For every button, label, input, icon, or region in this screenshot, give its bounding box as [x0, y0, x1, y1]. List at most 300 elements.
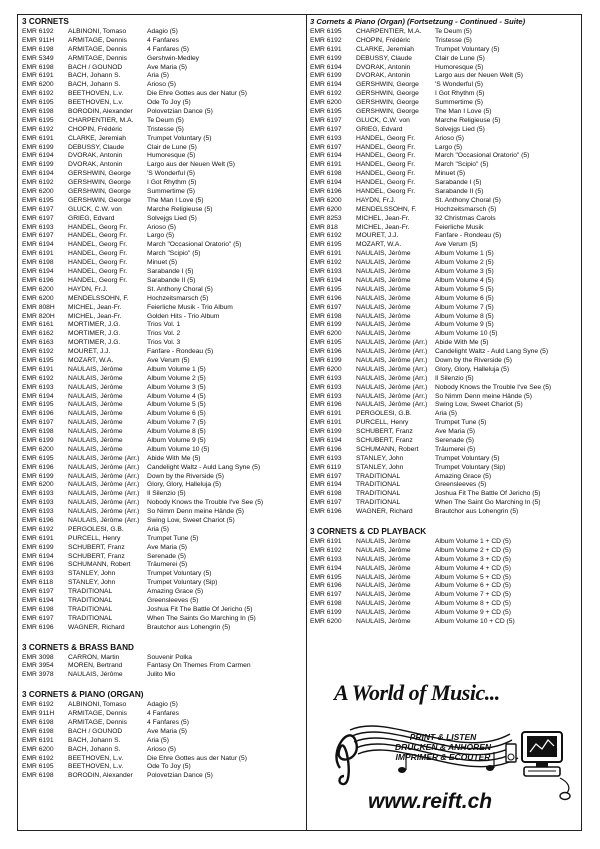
- work-title: Brautchor aus Lohengrin (5): [435, 508, 519, 516]
- catalog-number: EMR 6196: [22, 623, 54, 631]
- catalog-row: [310, 600, 578, 609]
- catalog-number: EMR 6191: [310, 161, 342, 169]
- composer-name: GERSHWIN, George: [68, 196, 131, 204]
- work-title: Hochzeitsmarsch (5): [147, 294, 209, 302]
- work-title: Album Volume 4 (5): [147, 392, 206, 400]
- work-title: So Nimm Denn meine Hände (5): [147, 508, 245, 516]
- logo-line-drucken: DRUCKEN & ANHÖREN: [394, 742, 492, 752]
- catalog-row: [310, 90, 578, 99]
- composer-name: CARRON, Martin: [68, 653, 120, 661]
- catalog-row: [22, 135, 304, 144]
- catalog-number: EMR 5349: [22, 54, 54, 62]
- catalog-number: EMR 6192: [310, 232, 342, 240]
- catalog-row: [310, 135, 578, 144]
- work-title: Adagio (5): [147, 28, 178, 35]
- composer-name: GERSHWIN, George: [356, 108, 419, 116]
- catalog-row: [310, 339, 578, 348]
- composer-name: GERSHWIN, George: [356, 99, 419, 107]
- catalog-row: [22, 464, 304, 473]
- catalog-number: EMR 6193: [22, 508, 54, 516]
- work-title: Swing Low, Sweet Chariot (5): [147, 516, 235, 524]
- catalog-row: [310, 419, 578, 428]
- catalog-row: [22, 330, 304, 339]
- catalog-number: EMR 6195: [22, 99, 54, 107]
- work-title: Album Volume 6 (5): [147, 410, 206, 418]
- catalog-row: [22, 570, 304, 579]
- work-title: Album Volume 7 (5): [147, 419, 206, 427]
- catalog-number: EMR 6195: [22, 196, 54, 204]
- work-title: Ave Maria (5): [147, 727, 188, 735]
- composer-name: TRADITIONAL: [356, 499, 401, 507]
- composer-name: NAULAIS, Jérôme: [68, 410, 123, 418]
- work-title: Album Volume 2 (5): [435, 259, 494, 267]
- catalog-row: [310, 490, 578, 499]
- catalog-row: [310, 556, 578, 565]
- composer-name: NAULAIS, Jérôme (Arr.): [68, 463, 140, 471]
- catalog-row: [22, 393, 304, 402]
- work-title: Trios Vol. 2: [147, 330, 181, 338]
- composer-name: TRADITIONAL: [68, 605, 113, 613]
- work-title: Marche Religieuse (5): [147, 205, 213, 213]
- composer-name: NAULAIS, Jérôme: [356, 618, 411, 625]
- composer-name: NAULAIS, Jérôme: [356, 294, 411, 302]
- composer-name: BEETHOVEN, L.v.: [68, 754, 124, 762]
- catalog-number: EMR 6196: [22, 516, 54, 524]
- catalog-number: EMR 6198: [22, 63, 54, 71]
- catalog-number: EMR 6191: [22, 134, 54, 142]
- catalog-row: [310, 375, 578, 384]
- work-title: When The Saints Go Marching In (5): [147, 614, 256, 622]
- catalog-number: EMR 911H: [22, 36, 55, 44]
- work-title: Album Volume 9 + CD (5): [435, 609, 512, 617]
- composer-name: NAULAIS, Jérôme (Arr.): [68, 481, 140, 489]
- catalog-row: [22, 339, 304, 348]
- catalog-row: [310, 538, 578, 547]
- composer-name: NAULAIS, Jérôme (Arr.): [68, 508, 140, 516]
- composer-name: TRADITIONAL: [68, 614, 113, 622]
- work-title: March "Occasional Oratorio" (5): [147, 241, 242, 249]
- catalog-row: [22, 117, 304, 126]
- catalog-number: EMR 6195: [22, 763, 54, 771]
- catalog-number: EMR 6191: [22, 72, 54, 80]
- work-title: Sarabande I (5): [147, 268, 194, 276]
- catalog-number: EMR 6193: [310, 392, 342, 400]
- catalog-row: [310, 232, 578, 241]
- work-title: 4 Fanfares (5): [147, 719, 189, 727]
- work-title: Album Volume 6 (5): [435, 294, 494, 302]
- catalog-number: EMR 6200: [22, 188, 54, 196]
- catalog-number: EMR 6192: [22, 28, 54, 35]
- catalog-number: EMR 6191: [22, 250, 54, 258]
- composer-name: GRIEG, Edvard: [68, 214, 115, 222]
- composer-name: NAULAIS, Jérôme: [68, 436, 123, 444]
- work-title: Solvejgs Lied (5): [147, 214, 197, 222]
- logo-title: A World of Music...: [334, 680, 500, 705]
- catalog-number: EMR 6196: [22, 561, 54, 569]
- composer-name: HÄNDEL, Georg Fr.: [356, 161, 416, 169]
- work-title: Album Volume 8 + CD (5): [435, 600, 512, 608]
- catalog-row: [22, 215, 304, 224]
- logo-line-print: PRINT & LISTEN: [409, 732, 477, 742]
- catalog-number: EMR 6195: [22, 401, 54, 409]
- work-title: Tristesse (5): [147, 125, 184, 133]
- composer-name: HÄNDEL, Georg Fr.: [356, 152, 416, 160]
- composer-name: NAULAIS, Jérôme: [356, 312, 411, 320]
- catalog-number: EMR 6197: [310, 303, 342, 311]
- catalog-number: EMR 6192: [22, 754, 54, 762]
- catalog-number: EMR 6192: [22, 348, 54, 356]
- work-title: Trumpet Tune (5): [435, 419, 487, 427]
- catalog-number: EMR 6194: [22, 170, 54, 178]
- catalog-number: EMR 6198: [310, 490, 342, 498]
- catalog-number: EMR 6197: [22, 419, 54, 427]
- work-title: Album Volume 8 (5): [435, 312, 494, 320]
- catalog-number: EMR 6192: [22, 125, 54, 133]
- catalog-number: EMR 6196: [22, 276, 54, 284]
- work-title: When The Saint Go Marching In (5): [435, 499, 541, 507]
- composer-name: STANLEY, John: [356, 454, 404, 462]
- work-title: Album Volume 9 (5): [147, 436, 206, 444]
- composer-name: HÄNDEL, Georg Fr.: [68, 223, 128, 231]
- catalog-row: [22, 99, 304, 108]
- catalog-number: EMR 6193: [22, 499, 54, 507]
- work-title: Polovetzian Dance (5): [147, 772, 213, 780]
- work-title: Abide With Me (5): [435, 339, 489, 347]
- catalog-number: EMR 6196: [310, 348, 342, 356]
- composer-name: SCHUBERT, Franz: [68, 552, 125, 560]
- catalog-number: EMR 6192: [22, 90, 54, 98]
- catalog-number: EMR 6193: [22, 570, 54, 578]
- composer-name: DVORAK, Antonin: [356, 72, 411, 80]
- work-title: Souvenir Polka: [147, 653, 192, 661]
- composer-name: MENDELSSOHN, F.: [356, 205, 417, 213]
- catalog-row: [22, 662, 304, 671]
- catalog-row: [22, 295, 304, 304]
- catalog-row: [22, 455, 304, 464]
- work-title: Il Silenzio (5): [435, 374, 474, 382]
- work-title: Ave Maria (5): [435, 428, 476, 436]
- work-title: Humoresque (5): [435, 63, 484, 71]
- catalog-row: [310, 366, 578, 375]
- work-title: 4 Fanfares: [147, 36, 179, 44]
- composer-name: NAULAIS, Jérôme: [68, 428, 123, 436]
- catalog-row: [22, 561, 304, 570]
- composer-name: DVORAK, Antonin: [68, 161, 123, 169]
- composer-name: NAULAIS, Jérôme (Arr.): [356, 374, 428, 382]
- right-column: [310, 16, 578, 636]
- catalog-row: [22, 28, 304, 37]
- work-title: Ave Maria (5): [147, 63, 188, 71]
- catalog-row: [22, 197, 304, 206]
- work-title: 32 Christmas Carols: [435, 214, 496, 222]
- work-title: Aria (5): [147, 525, 169, 533]
- work-title: 'S Wonderful (5): [147, 170, 195, 178]
- catalog-row: [310, 499, 578, 508]
- catalog-row: [310, 170, 578, 179]
- work-title: Trumpet Voluntary (Sip): [147, 579, 218, 587]
- composer-name: SCHUMANN, Robert: [68, 561, 131, 569]
- work-title: Ave Verum (5): [435, 241, 478, 249]
- catalog-row: [310, 591, 578, 600]
- catalog-row: [310, 188, 578, 197]
- work-title: Album Volume 6 + CD (5): [435, 582, 512, 590]
- work-title: Album Volume 1 (5): [435, 250, 494, 258]
- composer-name: NAULAIS, Jérôme: [68, 365, 123, 373]
- composer-name: NAULAIS, Jérôme: [356, 591, 411, 599]
- work-title: So Nimm Denn meine Hände (5): [435, 392, 533, 400]
- work-title: Serenade (5): [435, 436, 475, 444]
- composer-name: NAULAIS, Jérôme (Arr.): [68, 516, 140, 524]
- catalog-row: [22, 499, 304, 508]
- catalog-number: EMR 6192: [22, 525, 54, 533]
- catalog-number: EMR 6198: [310, 170, 342, 178]
- catalog-number: EMR 6199: [22, 543, 54, 551]
- catalog-number: EMR 6194: [22, 268, 54, 276]
- catalog-number: EMR 6200: [310, 365, 342, 373]
- work-title: Album Volume 3 (5): [147, 383, 206, 391]
- work-title: Album Volume 10 (5): [147, 445, 210, 453]
- work-title: Arioso (5): [147, 223, 176, 231]
- work-title: Album Volume 3 + CD (5): [435, 555, 512, 563]
- composer-name: CHARPENTIER, M.A.: [356, 28, 422, 35]
- catalog-number: EMR 6196: [310, 445, 342, 453]
- work-title: St. Anthony Choral (5): [435, 196, 501, 204]
- catalog-row: [22, 606, 304, 615]
- composer-name: NAULAIS, Jérôme: [68, 383, 123, 391]
- composer-name: CLARKE, Jeremiah: [68, 134, 126, 142]
- work-title: Sarabande I (5): [435, 179, 482, 187]
- catalog-number: EMR 6200: [22, 745, 54, 753]
- composer-name: HÄNDEL, Georg Fr.: [356, 134, 416, 142]
- catalog-row: [310, 37, 578, 46]
- work-title: Candelight Waltz - Auld Lang Syne (5): [435, 348, 549, 356]
- work-title: Album Volume 4 (5): [435, 276, 494, 284]
- work-title: Sarabande II (5): [147, 276, 196, 284]
- work-title: Polovetzian Dance (5): [147, 108, 213, 116]
- catalog-number: EMR 6195: [22, 454, 54, 462]
- catalog-number: EMR 6191: [310, 537, 342, 545]
- catalog-row: [310, 401, 578, 410]
- catalog-row: [310, 108, 578, 117]
- work-title: March "Scipio" (5): [147, 250, 201, 258]
- catalog-number: EMR 6193: [310, 134, 342, 142]
- catalog-number: EMR 6199: [310, 72, 342, 80]
- catalog-row: [310, 197, 578, 206]
- composer-name: GRIEG, Edvard: [356, 125, 403, 133]
- composer-name: CHARPENTIER, M.A.: [68, 116, 134, 124]
- catalog-row: [22, 419, 304, 428]
- catalog-row: [310, 55, 578, 64]
- composer-name: NAULAIS, Jérôme: [356, 546, 411, 554]
- composer-name: HÄNDEL, Georg Fr.: [68, 232, 128, 240]
- composer-name: STANLEY, John: [68, 579, 116, 587]
- catalog-row: [22, 366, 304, 375]
- work-title: Arioso (5): [435, 134, 464, 142]
- catalog-number: EMR 6194: [22, 392, 54, 400]
- composer-name: NAULAIS, Jérôme (Arr.): [356, 339, 428, 347]
- catalog-row: [310, 286, 578, 295]
- composer-name: HÄNDEL, Georg Fr.: [356, 179, 416, 187]
- composer-name: SCHUMANN, Robert: [356, 445, 419, 453]
- work-title: Album Volume 10 (5): [435, 330, 498, 338]
- section-title: 3 CORNETS & BRASS BAND: [22, 642, 134, 652]
- catalog-row: [22, 144, 304, 153]
- catalog-row: [22, 161, 304, 170]
- work-title: Summertime (5): [435, 99, 483, 107]
- catalog-row: [22, 268, 304, 277]
- catalog-number: EMR 6200: [310, 99, 342, 107]
- composer-name: MOZART, W.A.: [68, 356, 114, 364]
- catalog-number: EMR 3954: [22, 662, 54, 670]
- work-title: Album Volume 10 + CD (5): [435, 618, 515, 625]
- catalog-row: [310, 81, 578, 90]
- catalog-row: [22, 286, 304, 295]
- composer-name: BEETHOVEN, L.v.: [68, 99, 124, 107]
- catalog-row: [22, 348, 304, 357]
- catalog-row: [22, 304, 304, 313]
- work-title: Album Volume 9 (5): [435, 321, 494, 329]
- catalog-row: [310, 437, 578, 446]
- catalog-number: EMR 6194: [310, 436, 342, 444]
- catalog-number: EMR 6198: [310, 312, 342, 320]
- catalog-row: [22, 772, 304, 781]
- catalog-row: [22, 535, 304, 544]
- catalog-number: EMR 6196: [22, 463, 54, 471]
- work-title: I Got Rhythm (5): [435, 90, 485, 98]
- catalog-number: EMR 6193: [22, 383, 54, 391]
- composer-name: NAULAIS, Jérôme: [356, 250, 411, 258]
- catalog-row: [22, 321, 304, 330]
- composer-name: NAULAIS, Jérôme (Arr.): [356, 383, 428, 391]
- composer-name: SCHUBERT, Franz: [356, 428, 413, 436]
- composer-name: NAULAIS, Jérôme (Arr.): [68, 472, 140, 480]
- catalog-row: [22, 553, 304, 562]
- work-title: Adagio (5): [147, 701, 178, 709]
- composer-name: GERSHWIN, George: [68, 188, 131, 196]
- catalog-number: EMR 911H: [22, 710, 55, 718]
- catalog-number: EMR 6192: [310, 546, 342, 554]
- catalog-row: [310, 508, 578, 517]
- catalog-row: [22, 544, 304, 553]
- catalog-number: EMR 808H: [22, 303, 55, 311]
- composer-name: NAULAIS, Jérôme (Arr.): [356, 401, 428, 409]
- work-title: Trumpet Voluntary (5): [435, 45, 500, 53]
- catalog-number: EMR 6197: [22, 588, 54, 596]
- catalog-number: EMR 6199: [310, 54, 342, 62]
- composer-name: MORTIMER, J.G.: [68, 321, 121, 329]
- catalog-row: [22, 701, 304, 710]
- catalog-row: [310, 609, 578, 618]
- composer-name: NAULAIS, Jérôme: [68, 419, 123, 427]
- catalog-row: [310, 321, 578, 330]
- composer-name: MICHEL, Jean-Fr.: [68, 303, 122, 311]
- composer-name: BEETHOVEN, L.v.: [68, 763, 124, 771]
- catalog-row: [310, 206, 578, 215]
- composer-name: NAULAIS, Jérôme: [356, 573, 411, 581]
- catalog-row: [310, 547, 578, 556]
- composer-name: NAULAIS, Jérôme: [356, 600, 411, 608]
- catalog-section: [310, 526, 578, 627]
- catalog-number: EMR 6195: [310, 339, 342, 347]
- catalog-number: EMR 6196: [310, 508, 342, 516]
- catalog-number: EMR 6195: [310, 241, 342, 249]
- catalog-number: EMR 820H: [22, 312, 55, 320]
- work-title: Tristesse (5): [435, 36, 472, 44]
- catalog-number: EMR 6194: [310, 276, 342, 284]
- catalog-row: [22, 624, 304, 633]
- catalog-number: EMR 6192: [22, 374, 54, 382]
- work-title: Aria (5): [147, 736, 169, 744]
- catalog-number: EMR 6198: [22, 428, 54, 436]
- composer-name: STANLEY, John: [68, 570, 116, 578]
- work-title: Feierliche Musik - Trio Album: [147, 303, 233, 311]
- work-title: Träumerei (5): [435, 445, 476, 453]
- catalog-number: EMR 6194: [22, 597, 54, 604]
- composer-name: TRADITIONAL: [356, 472, 401, 480]
- composer-name: WAGNER, Richard: [356, 508, 413, 516]
- catalog-row: [22, 615, 304, 624]
- catalog-number: EMR 6200: [22, 481, 54, 489]
- composer-name: NAULAIS, Jérôme (Arr.): [68, 490, 140, 498]
- section-title: 3 CORNETS: [22, 17, 69, 26]
- catalog-row: [22, 490, 304, 499]
- catalog-row: [310, 348, 578, 357]
- work-title: Te Deum (5): [147, 116, 184, 124]
- logo-url[interactable]: www.reift.ch: [368, 790, 493, 813]
- catalog-row: [22, 654, 304, 663]
- composer-name: PERGOLESI, G.B.: [68, 525, 124, 533]
- left-column: [22, 16, 304, 790]
- catalog-row: [22, 81, 304, 90]
- composer-name: GERSHWIN, George: [68, 170, 131, 178]
- catalog-row: [22, 357, 304, 366]
- catalog-number: EMR 6194: [310, 63, 342, 71]
- composer-name: ARMITAGE, Dennis: [68, 719, 127, 727]
- work-title: 4 Fanfares (5): [147, 45, 189, 53]
- composer-name: BORODIN, Alexander: [68, 772, 133, 780]
- work-title: Glory, Glory, Halleluja (5): [147, 481, 222, 489]
- work-title: Nobody Knows the Trouble I've See (5): [435, 383, 552, 391]
- catalog-number: EMR 6191: [310, 45, 342, 53]
- catalog-number: EMR 6197: [310, 143, 342, 151]
- catalog-row: [22, 401, 304, 410]
- work-title: The Man I Love (5): [147, 196, 204, 204]
- catalog-row: [22, 224, 304, 233]
- composer-name: MOREN, Bertrand: [68, 662, 123, 670]
- work-title: Candelight Waltz - Auld Lang Syne (5): [147, 463, 261, 471]
- composer-name: BACH, Johann S.: [68, 81, 121, 89]
- composer-name: CLARKE, Jeremiah: [356, 45, 414, 53]
- catalog-row: [22, 206, 304, 215]
- composer-name: NAULAIS, Jérôme: [68, 401, 123, 409]
- catalog-row: [310, 582, 578, 591]
- catalog-row: [310, 161, 578, 170]
- catalog-row: [22, 46, 304, 55]
- catalog-number: EMR 6193: [22, 490, 54, 498]
- work-title: Album Volume 7 (5): [435, 303, 494, 311]
- composer-name: ARMITAGE, Dennis: [68, 45, 127, 53]
- catalog-row: [22, 737, 304, 746]
- work-title: Fanfare - Rondeau (5): [435, 232, 502, 240]
- section-title: 3 CORNETS & PIANO (ORGAN): [22, 690, 144, 700]
- catalog-number: EMR 6191: [310, 250, 342, 258]
- catalog-number: EMR 6198: [22, 605, 54, 613]
- catalog-row: [310, 277, 578, 286]
- catalog-row: [22, 375, 304, 384]
- work-title: St. Anthony Choral (5): [147, 285, 213, 293]
- work-title: Nobody Knows the Trouble I've See (5): [147, 499, 264, 507]
- composer-name: NAULAIS, Jérôme: [356, 537, 411, 545]
